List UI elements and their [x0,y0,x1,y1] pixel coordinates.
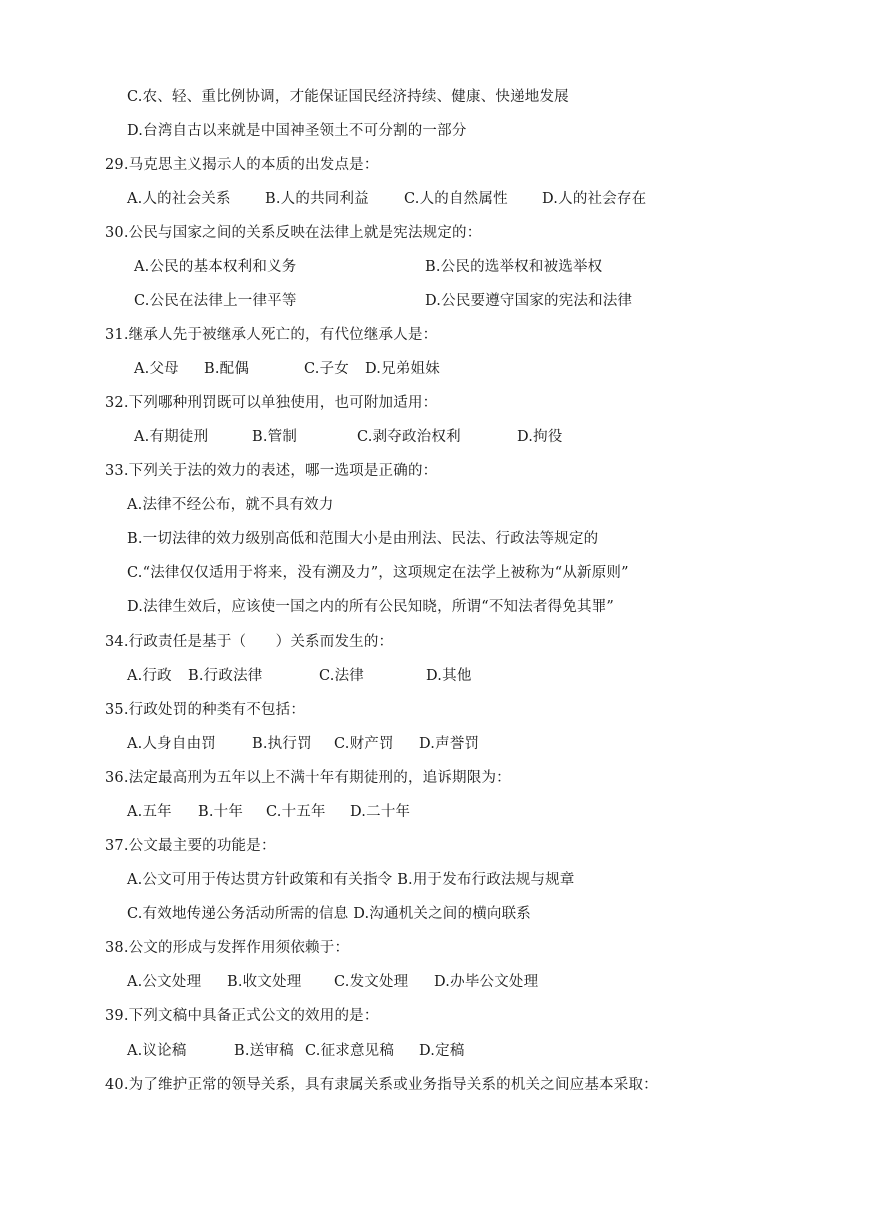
option-d: D.二十年 [350,804,411,820]
option-d: D.办毕公文处理 [434,974,539,990]
question-36: 36.法定最高刑为五年以上不满十年有期徒刑的，追诉期限为： [105,770,511,786]
option-b: B.收文处理 [227,974,302,990]
option-a: A.议论稿 [127,1043,187,1059]
option-b: B.执行罚 [252,736,312,752]
question-31: 31.继承人先于被继承人死亡的，有代位继承人是： [105,327,438,343]
option-a: A.五年 [127,804,172,820]
question-38: 38.公文的形成与发挥作用须依赖于： [105,940,350,956]
option-c: C.发文处理 [334,974,409,990]
question-35: 35.行政处罚的种类有不包括： [105,702,306,718]
option-b: B.十年 [198,804,244,820]
option-c: C.人的自然属性 [404,191,508,207]
option-d: D.兄弟姐妹 [365,361,440,377]
option-a: A.人身自由罚 [127,736,216,752]
option-b: B.送审稿 [234,1043,294,1059]
option-b: B.人的共同利益 [265,191,369,207]
option-c: C.剥夺政治权利 [357,429,461,445]
question-32: 32.下列哪种刑罚既可以单独使用，也可附加适用： [105,395,438,411]
question-29: 29.马克思主义揭示人的本质的出发点是： [105,157,379,173]
option-a: A.公文处理 [127,974,202,990]
option-a: A.人的社会关系 [127,191,231,207]
option-d: D.定稿 [419,1043,465,1059]
question-30: 30.公民与国家之间的关系反映在法律上就是宪法规定的： [105,225,482,241]
option-c: C.“法律仅仅适用于将来，没有溯及力”，这项规定在法学上被称为“从新原则” [127,565,629,581]
option-c: C.法律 [319,668,364,684]
question-39: 39.下列文稿中具备正式公文的效用的是： [105,1008,379,1024]
question-33: 33.下列关于法的效力的表述，哪一选项是正确的： [105,463,438,479]
option-a: A.法律不经公布，就不具有效力 [127,497,334,513]
option-b: B.配偶 [204,361,250,377]
option-b: B.管制 [252,429,298,445]
option-b: B.一切法律的效力级别高低和范围大小是由刑法、民法、行政法等规定的 [127,531,599,547]
option-line: C.农、轻、重比例协调，才能保证国民经济持续、健康、快递地发展 [127,89,569,105]
option-line: A.公文可用于传达贯方针政策和有关指令 B.用于发布行政法规与规章 [127,872,575,888]
question-37: 37.公文最主要的功能是： [105,838,276,854]
option-d: D.公民要遵守国家的宪法和法律 [425,293,633,309]
question-40: 40.为了维护正常的领导关系，具有隶属关系或业务指导关系的机关之间应基本采取： [105,1077,658,1093]
option-c: C.财产罚 [334,736,394,752]
option-b: B.行政法律 [188,668,263,684]
option-b: B.公民的选举权和被选举权 [425,259,603,275]
option-c: C.十五年 [266,804,326,820]
option-d: D.声誉罚 [419,736,480,752]
option-d: D.人的社会存在 [542,191,647,207]
option-line: D.台湾自古以来就是中国神圣领土不可分割的一部分 [127,123,467,139]
option-a: A.行政 [127,668,172,684]
option-a: A.有期徒刑 [134,429,209,445]
option-c: C.征求意见稿 [305,1043,395,1059]
option-c: C.公民在法律上一律平等 [134,293,297,309]
option-d: D.法律生效后，应该使一国之内的所有公民知晓，所谓“不知法者得免其罪” [127,599,615,615]
option-d: D.拘役 [517,429,563,445]
option-a: A.父母 [134,361,179,377]
option-c: C.子女 [304,361,349,377]
option-a: A.公民的基本权利和义务 [134,259,297,275]
question-34: 34.行政责任是基于（ ）关系而发生的： [105,634,394,650]
option-d: D.其他 [426,668,472,684]
option-line: C.有效地传递公务活动所需的信息 D.沟通机关之间的横向联系 [127,906,532,922]
